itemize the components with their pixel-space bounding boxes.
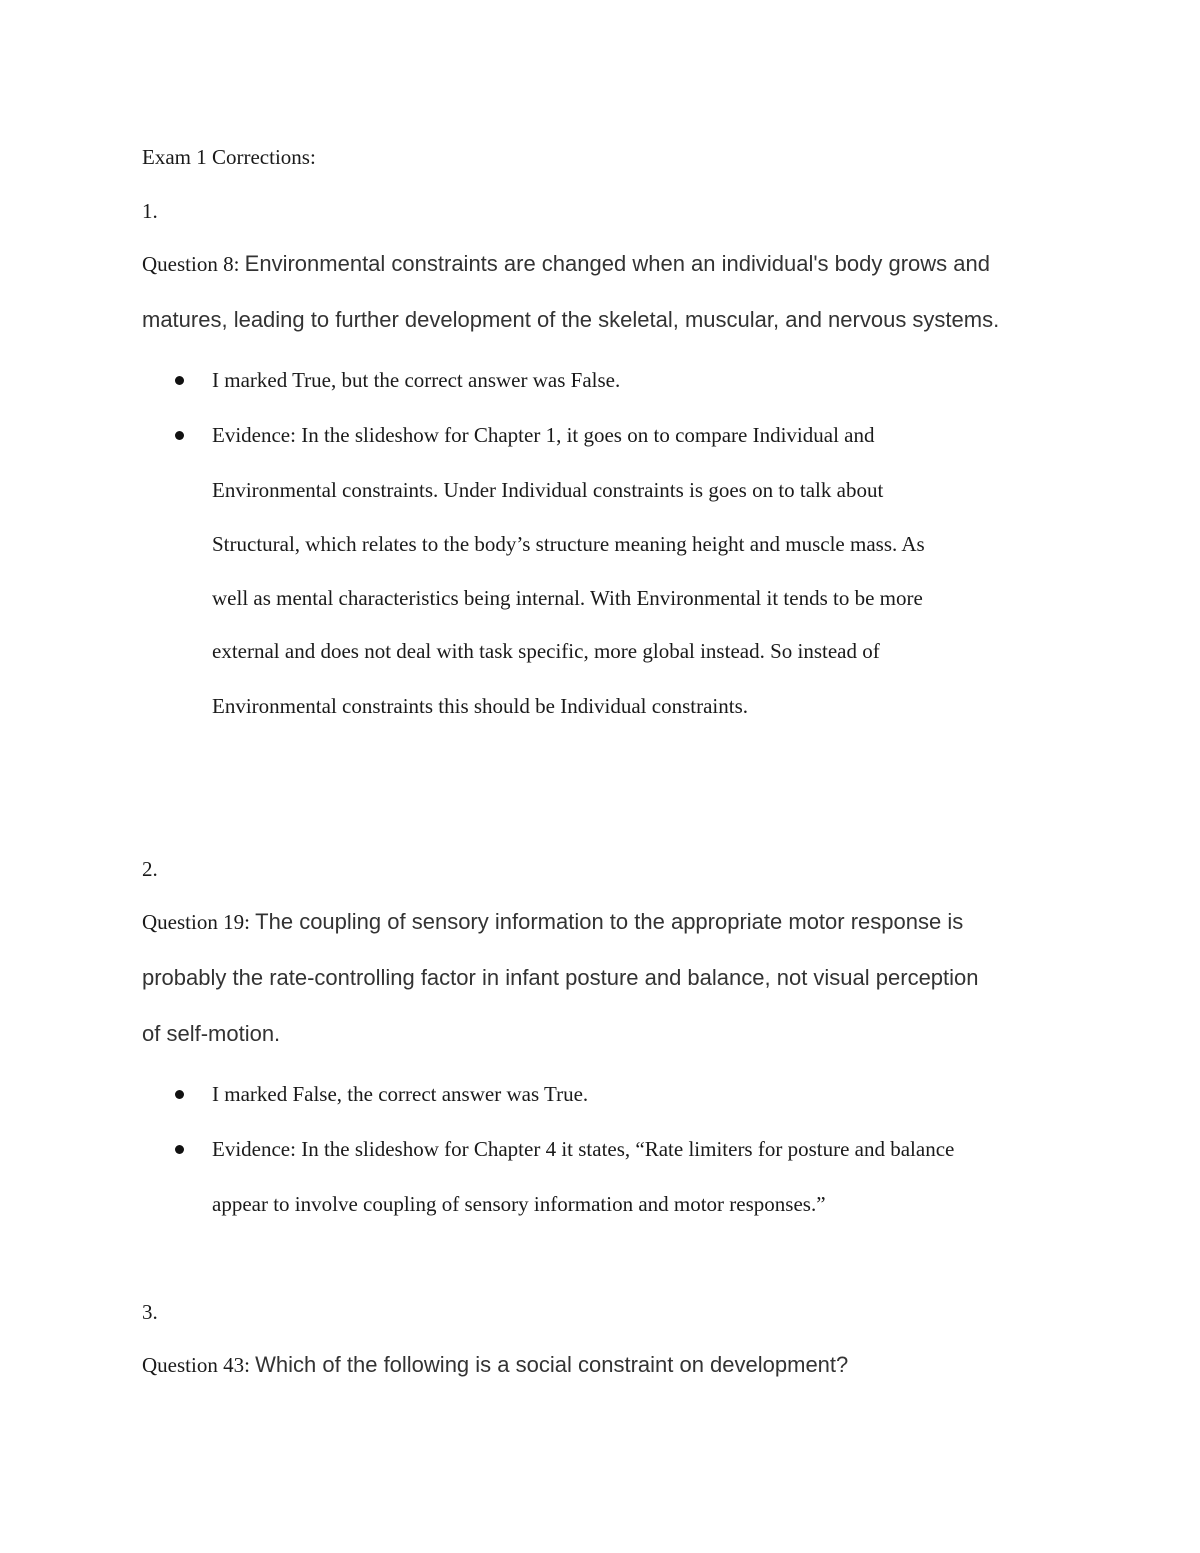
bullet-icon xyxy=(175,1145,184,1154)
bullet-text: Structural, which relates to the body’s structure meaning height and muscle mass. As xyxy=(212,532,925,556)
question-line xyxy=(142,250,990,278)
question-text: of self-motion. xyxy=(142,1021,281,1046)
question-text: Environmental constraints are changed when an individual's body grows and xyxy=(244,251,990,276)
bullet-text: appear to involve coupling of sensory information and motor responses.” xyxy=(212,1192,826,1216)
section-number: 3. xyxy=(142,1300,158,1324)
bullet-icon xyxy=(175,376,184,385)
bullet-text: Evidence: In the slideshow for Chapter 4 it states, “Rate limiters for posture and balance xyxy=(212,1137,955,1161)
question-line xyxy=(142,1351,848,1379)
document-title: Exam 1 Corrections: xyxy=(142,145,316,169)
question-label: Question 8: xyxy=(142,252,245,276)
section-number: 1. xyxy=(142,199,158,223)
section-number: 2. xyxy=(142,857,158,881)
question-text: probably the rate-controlling factor in infant posture and balance, not visual perception xyxy=(142,965,979,990)
bullet-text: Evidence: In the slideshow for Chapter 1, it goes on to compare Individual and xyxy=(212,423,875,447)
question-text: The coupling of sensory information to the appropriate motor response is xyxy=(255,909,964,934)
bullet-text: well as mental characteristics being internal. With Environmental it tends to be more xyxy=(212,586,923,610)
question-label: Question 43: xyxy=(142,1353,256,1377)
bullet-icon xyxy=(175,431,184,440)
bullet-text: I marked False, the correct answer was True. xyxy=(212,1082,589,1106)
bullet-text: I marked True, but the correct answer was False. xyxy=(212,368,621,392)
bullet-text: external and does not deal with task specific, more global instead. So instead of xyxy=(212,639,880,663)
bullet-text: Environmental constraints. Under Individual constraints is goes on to talk about xyxy=(212,478,884,502)
question-text: Which of the following is a social constraint on development? xyxy=(255,1352,849,1377)
question-line xyxy=(142,908,963,936)
bullet-icon xyxy=(175,1090,184,1099)
question-text: matures, leading to further development of the skeletal, muscular, and nervous systems. xyxy=(142,307,1000,332)
question-label: Question 19: xyxy=(142,910,256,934)
bullet-text: Environmental constraints this should be Individual constraints. xyxy=(212,694,749,718)
